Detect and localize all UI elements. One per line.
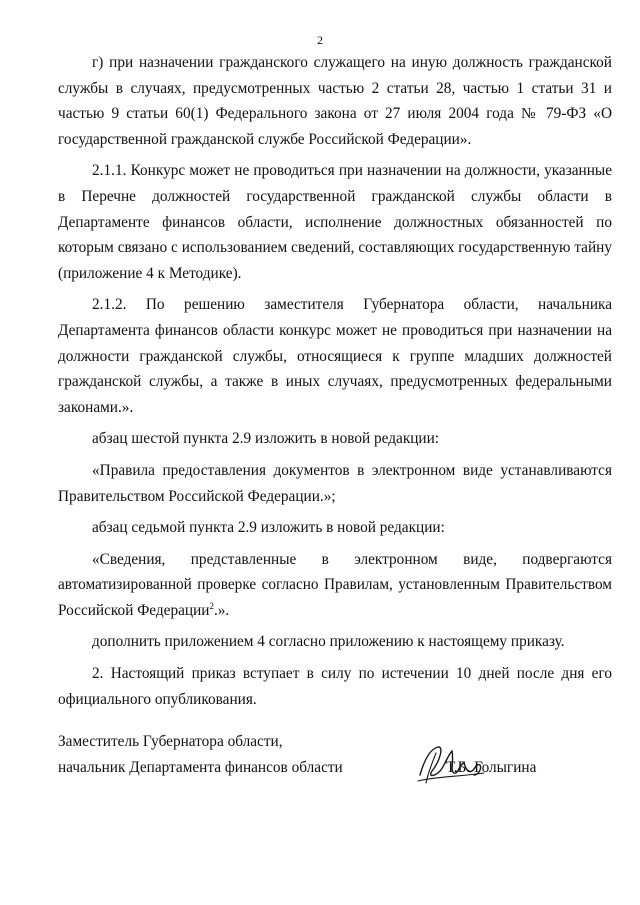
paragraph-supplement: дополнить приложением 4 согласно приложению к настоящему приказу. [92,633,565,651]
document-body [58,50,612,718]
paragraph-1: г) при назначении гражданского служащего на иную должность гражданской службы в случаях, предусмотренных частью 2 статьи 28, частью 1 статьи 31 и частью 9 статьи 60(1) Федерального закона от 27 июля 2004 года № 79-ФЗ «О государственной гражданской службе Российской Федерации». [58,54,612,148]
paragraph-amend-7: абзац седьмой пункта 2.9 изложить в новой редакции: [92,519,445,537]
paragraph-2-1-2: 2.1.2. По решению заместителя Губернатора области, начальника Департамента финансов области конкурс может не проводиться при назначении на должности гражданской службы, относящиеся к группе младших должностей гражданской службы, а также в иных случаях, предусмотренных федеральными законами.». [58,296,612,416]
paragraph-effective: 2. Настоящий приказ вступает в силу по истечении 10 дней после дня его официального опубликования. [58,665,612,708]
footnote-mark: 2 [209,600,214,611]
paragraph-info-tail: .». [213,601,230,619]
paragraph-info [58,547,612,624]
position-line-2: начальник Департамента финансов области [58,758,343,776]
paragraph-amend-6: абзац шестой пункта 2.9 изложить в новой редакции: [92,430,440,448]
signatory-name: Т.Б. Голыгина [446,759,537,776]
paragraph-rules: «Правила предоставления документов в электронном виде устанавливаются Правительством Российской Федерации.»; [58,461,612,505]
paragraph-info-text: «Сведения, представленные в электронном виде, подвергаются автоматизированной проверке согласно Правилам, установленным Правительством Российской Федерации [58,550,612,619]
paragraph-2-1-1: 2.1.1. Конкурс может не проводиться при назначении на должности, указанные в Перечне должностей государственной гражданской службы области в Департаменте финансов области, исполнение должностных обязанностей по которым связано с использованием сведений, составляющих государственную тайну (приложение 4 к Методике). [58,162,612,282]
page-number: 2 [317,33,323,47]
position-line-1: Заместитель Губернатора области, [58,733,283,750]
